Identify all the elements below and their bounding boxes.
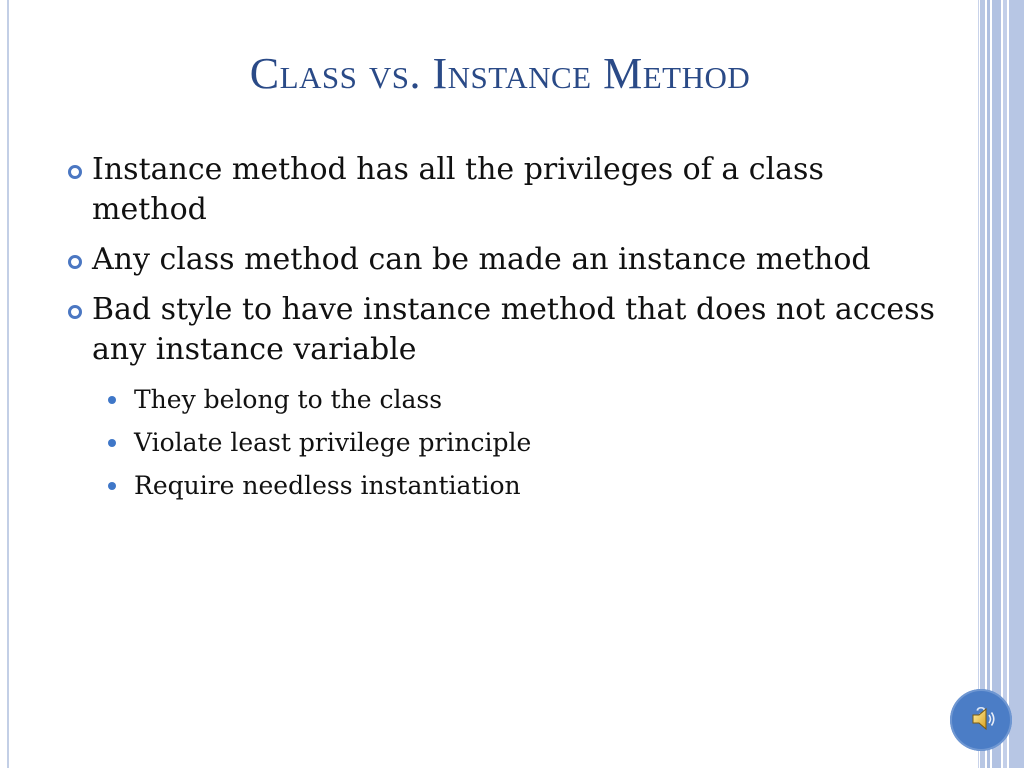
sub-bullet-item [92, 421, 944, 464]
sub-bullet-text: They belong to the class [134, 385, 443, 414]
left-frame-line [7, 0, 9, 768]
dot-bullet-icon [108, 396, 116, 404]
dot-bullet-icon [108, 439, 116, 447]
bullet-text: Bad style to have instance method that does not access any instance variable [92, 292, 935, 367]
stripe [992, 0, 1001, 768]
stripe [1003, 0, 1007, 768]
bullet-item [64, 290, 944, 507]
ring-bullet-icon [68, 255, 82, 269]
sub-bullet-text: Require needless instantiation [134, 471, 521, 500]
stripe [1009, 0, 1024, 768]
stripe [987, 0, 990, 768]
sub-bullet-list [92, 378, 944, 507]
bullet-text: Any class method can be made an instance method [92, 242, 871, 277]
stripe [978, 0, 979, 768]
bullet-text: Instance method has all the privileges of a class method [92, 152, 824, 227]
slide-number-badge [950, 689, 1012, 751]
speaker-icon[interactable] [969, 704, 999, 734]
bullet-item [64, 150, 944, 230]
sub-bullet-item [92, 378, 944, 421]
bullet-item [64, 240, 944, 280]
bullet-list [64, 150, 944, 507]
sub-bullet-item [92, 464, 944, 507]
slide-content [64, 150, 944, 517]
slide-title: Class vs. Instance Method [249, 49, 751, 98]
sub-bullet-text: Violate least privilege principle [134, 428, 532, 457]
right-decorative-stripes [978, 0, 1024, 768]
ring-bullet-icon [68, 165, 82, 179]
stripe [980, 0, 985, 768]
dot-bullet-icon [108, 482, 116, 490]
ring-bullet-icon [68, 305, 82, 319]
